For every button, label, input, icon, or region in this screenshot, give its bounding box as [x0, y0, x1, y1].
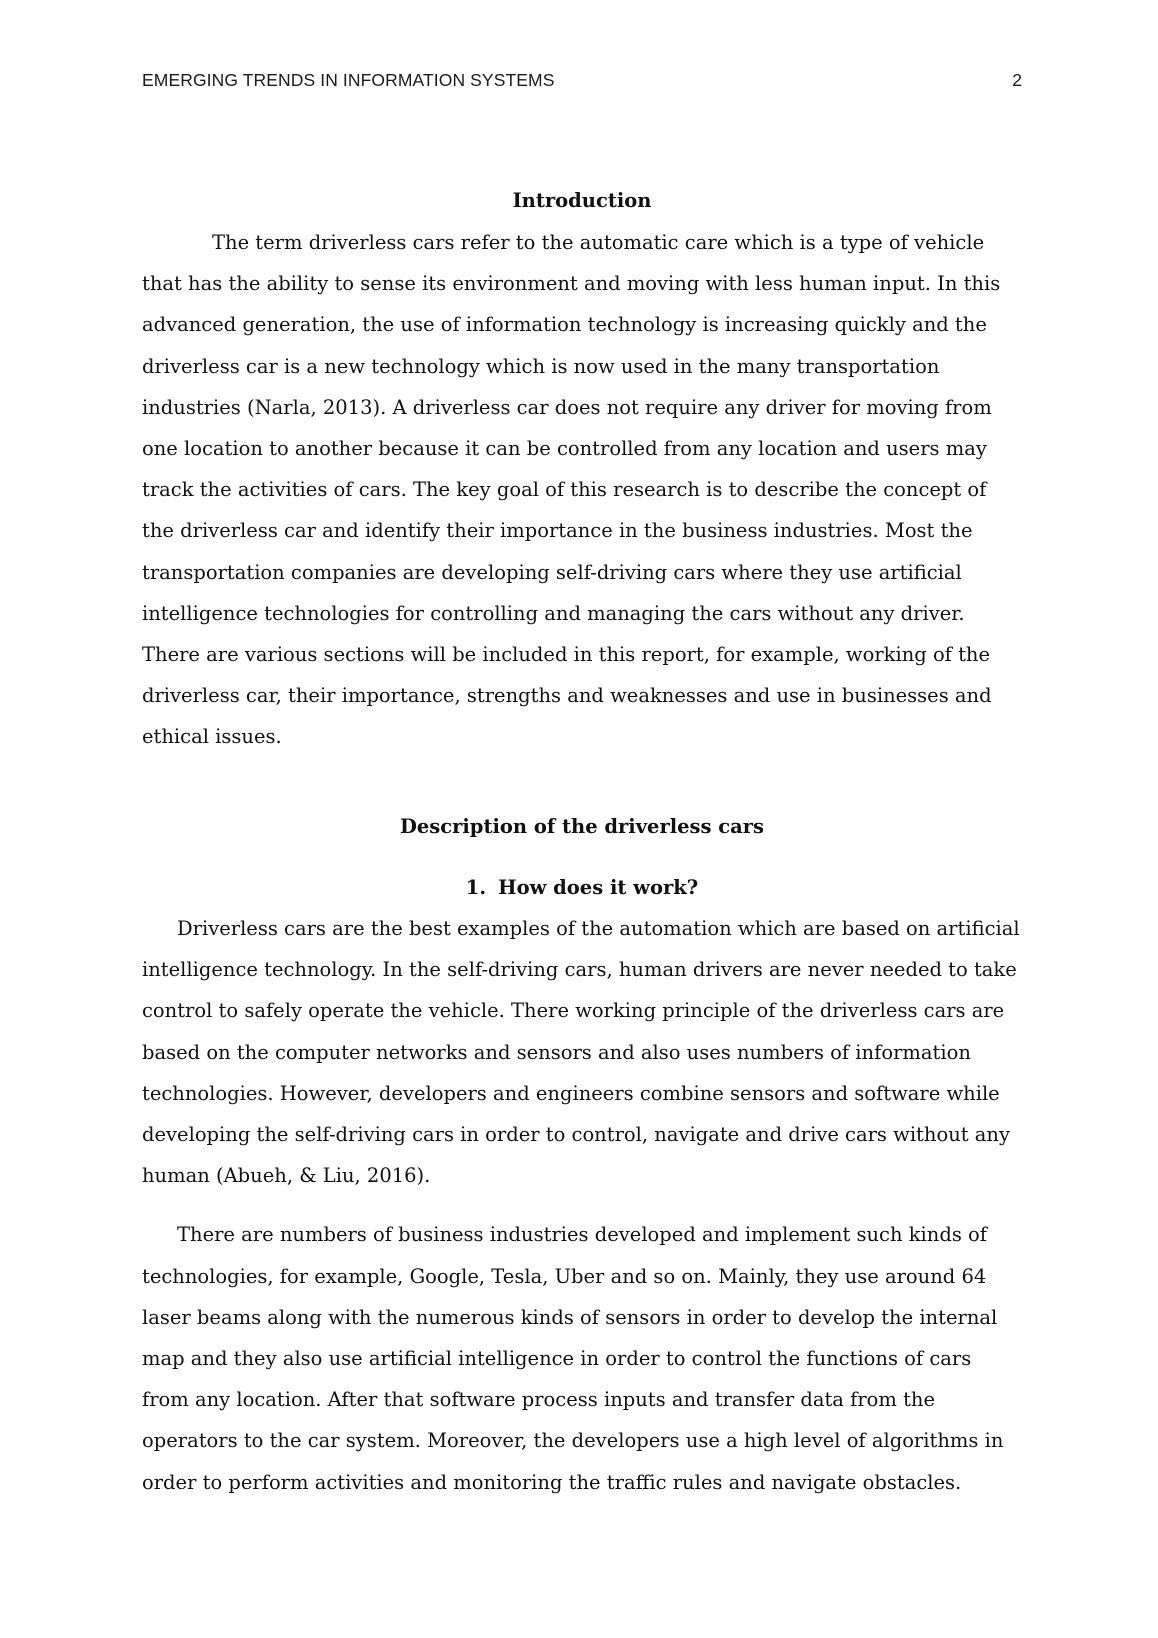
page-number: 2 — [1012, 70, 1022, 90]
description-heading: Description of the driverless cars — [399, 815, 765, 838]
page-header — [142, 70, 1022, 94]
working-paragraph-2: There are numbers of business industries developed and implement such kinds of technologies, for example, Google, Tesla, Uber and so on. Mainly, they use around 64 laser beams along with the numerous kinds of sensors in order to develop the internal map and they also use artificial intelligence in order to control the functions of cars from any location. After that software process inputs and transfer data from the operators to the car system. Moreover, the developers use a high level of algorithms in order to perform activities and monitoring the traffic rules and navigate obstacles. — [142, 1223, 1004, 1494]
introduction-section — [142, 222, 1022, 758]
introduction-paragraph: The term driverless cars refer to the automatic care which is a type of vehicle that has the ability to sense its environment and moving with less human input. In this advanced generation, the use of information technology is increasing quickly and the driverless car is a new technology which is now used in the many transportation industries (Narla, 2013). A driverless car does not require any driver for moving from one location to another because it can be controlled from any location and users may track the activities of cars. The key goal of this research is to describe the concept of the driverless car and identify their importance in the business industries. Most the transportation companies are developing self-driving cars where they use artificial intelligence technologies for controlling and managing the cars without any driver. There are various sections will be included in this report, for example, working of the driverless car, their importance, strengths and weaknesses and use in businesses and ethical issues. — [142, 231, 1001, 749]
subsection-title: How does it work? — [498, 876, 699, 899]
description-section — [142, 908, 1022, 1503]
introduction-heading: Introduction — [512, 189, 652, 212]
how-does-it-work-heading — [142, 867, 1022, 908]
working-paragraph-1: Driverless cars are the best examples of the automation which are based on artificial intelligence technology. In the self-driving cars, human drivers are never needed to take control to safely operate the vehicle. There working principle of the driverless cars are based on the computer networks and sensors and also uses numbers of information technologies. However, developers and engineers combine sensors and software while developing the self-driving cars in order to control, navigate and drive cars without any human (Abueh, & Liu, 2016). — [142, 917, 1020, 1188]
subsection-number: 1. — [465, 876, 487, 899]
running-title: EMERGING TRENDS IN INFORMATION SYSTEMS — [142, 70, 555, 90]
